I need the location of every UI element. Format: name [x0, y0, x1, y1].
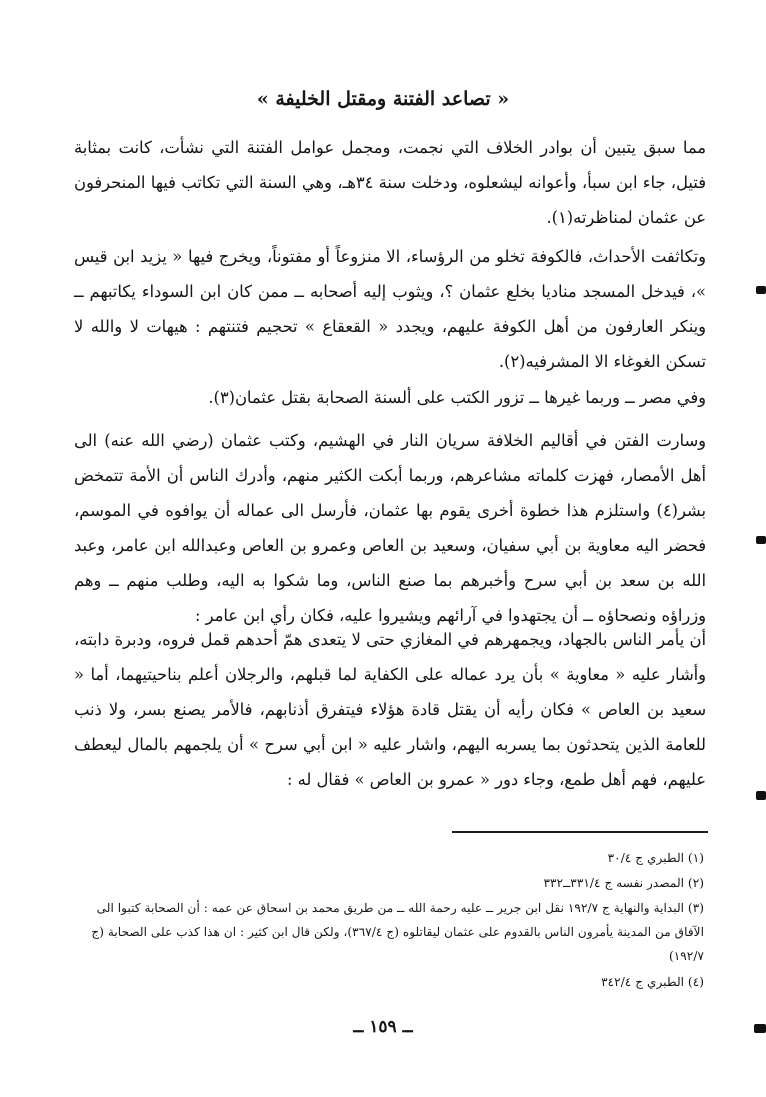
footnote-divider — [452, 831, 708, 833]
footnote-4: (٤) الطبري ج ٣٤٢/٤ — [601, 975, 704, 989]
paragraph-3: وفي مصر ــ وربما غيرها ــ تزور الكتب على ألسنة الصحابة بقتل عثمان(٣). — [208, 388, 706, 407]
footnote-2: (٢) المصدر نفسه ج ٣٣١/٤ــ٣٣٢ — [543, 876, 704, 890]
paragraph-4: وسارت الفتن في أقاليم الخلافة سريان النار في الهشيم، وكتب عثمان (رضي الله عنه) الى أهل الأمصار، فهزت كلماته مشاعرهم، وربما أبكت الكثير منهم، وأدرك الناس أن الأمة تتمخض بشر(٤) واستلزم هذا خطوة أخرى يقوم بها عثمان، فأرسل الى عماله أن يوافوه في الموسم، فحضر اليه معاوية بن أبي سفيان، وسعيد بن العاص وعمرو بن العاص وعبدالله ابن عامر، وعبد الله بن سعد بن أبي سرح وأخبرهم بما صنع الناس، وما شكوا به اليه، وطلب منهم ــ وهم وزراؤه ونصحاؤه ــ أن يجتهدوا في آرائهم ويشيروا عليه، فكان رأي ابن عامر : — [74, 431, 706, 625]
paragraph-1: مما سبق يتبين أن بوادر الخلاف التي نجمت، ومجمل عوامل الفتنة التي نشأت، كانت بمثابة فتيل، جاء ابن سبأ، وأعوانه ليشعلوه، ودخلت سنة ٣٤هـ، وهي السنة التي تكاتب فيها المنحرفون عن عثمان لمناظرته(١). — [74, 138, 707, 227]
footnote-3: (٣) البداية والنهاية ج ١٩٢/٧ نقل ابن جرير ــ عليه رحمة الله ــ من طريق محمد بن اسحاق عن عمه : أن الصحابة كتبوا الى الآفاق من المدينة يأمرون الناس بالقدوم على عثمان ليقاتلوه (ج ٣٦٧/٤)، ولكن قال ابن كثير : ان هذا كذب على الصحابة (ج ١٩٢/٧) — [91, 901, 704, 963]
chapter-title: « تصاعد الفتنة ومقتل الخليفة » — [256, 88, 510, 110]
page-number: ــ ١٥٩ ــ — [353, 1017, 413, 1037]
scan-edge-mark — [756, 286, 766, 294]
paragraph-2: وتكاثفت الأحداث، فالكوفة تخلو من الرؤساء، الا منزوعاً أو مفتوناً، ويخرج فيها « يزيد ابن قيس »، فيدخل المسجد مناديا بخلع عثمان ؟، ويثوب إليه أصحابه ــ ممن كان ابن السوداء يكاتبهم ــ وينكر العارفون من أهل الكوفة عليهم، ويجدد « القعقاع » تحجيم فتنتهم : هيهات لا والله لا تسكن الغوغاء الا المشرفيه(٢). — [74, 247, 706, 371]
scan-edge-mark — [756, 791, 766, 800]
footnote-1: (١) الطبري ج ٣٠/٤ — [607, 851, 704, 865]
scan-edge-mark — [754, 1024, 766, 1033]
scan-edge-mark — [756, 536, 766, 544]
paragraph-5: أن يأمر الناس بالجهاد، ويجمهرهم في المغازي حتى لا يتعدى همّ أحدهم قمل فروه، ودبرة دابته، وأشار عليه « معاوية » بأن يرد عماله على الكفاية لما قبلهم، والرجلان أعلم بناحيتيهما، أما « سعيد بن العاص » فكان رأيه أن يقتل قادة هؤلاء فيتفرق أذنابهم، فالأمر يصنع بسر، ولا ذنب للعامة الذين يتحدثون بما يسربه اليهم، واشار عليه « ابن أبي سرح » أن يلجمهم بالمال ليعطف عليهم، فهم أهل طمع، وجاء دور « عمرو بن العاص » فقال له : — [74, 630, 706, 789]
